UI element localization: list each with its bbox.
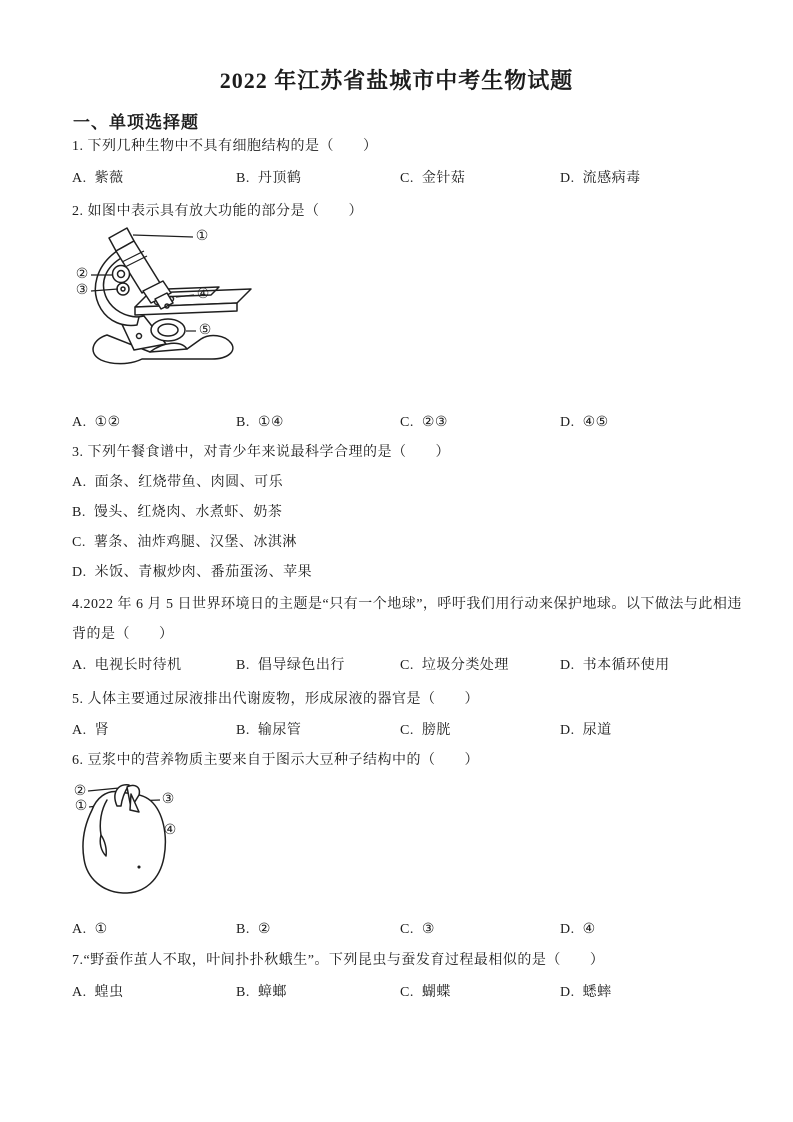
question-5-option-b: B. 输尿管 <box>236 723 302 738</box>
microscope-label-2: ② <box>75 267 89 282</box>
bean-seed-body <box>83 791 165 893</box>
question-6-option-d: D. ④ <box>560 922 596 937</box>
bean-label-3: ③ <box>161 792 175 807</box>
question-3-option-a: A. 面条、红烧带鱼、肉圆、可乐 <box>72 475 284 490</box>
question-6-option-c: C. ③ <box>400 922 435 937</box>
question-4-option-c: C. 垃圾分类处理 <box>400 658 509 673</box>
section-header: 一、单项选择题 <box>73 113 199 132</box>
question-3-stem: 3. 下列午餐食谱中，对青少年来说最科学合理的是（ ） <box>72 445 450 460</box>
microscope-label-1: ① <box>195 229 209 244</box>
question-3-option-c: C. 薯条、油炸鸡腿、汉堡、冰淇淋 <box>72 535 297 550</box>
question-4-option-d: D. 书本循环使用 <box>560 658 670 673</box>
question-4-options <box>72 657 772 675</box>
question-7-options <box>72 984 772 1002</box>
question-7-option-c: C. 蝴蝶 <box>400 985 451 1000</box>
bean-label-2: ② <box>73 784 87 799</box>
question-1-option-b: B. 丹顶鹤 <box>236 171 302 186</box>
bean-label-4: ④ <box>163 823 177 838</box>
question-6-options <box>72 921 772 939</box>
page-title: 2022 年江苏省盐城市中考生物试题 <box>219 68 574 93</box>
question-1-option-a: A. 紫薇 <box>72 171 124 186</box>
question-4-stem-line1: 4.2022 年 6 月 5 日世界环境日的主题是“只有一个地球”，呼吁我们用行动来保护地球。以下做法与此相违 <box>72 597 742 612</box>
question-7-option-d: D. 蟋蟀 <box>560 985 612 1000</box>
question-2-option-b: B. ①④ <box>236 415 284 430</box>
question-5-option-d: D. 尿道 <box>560 723 612 738</box>
question-1-option-c: C. 金针菇 <box>400 171 466 186</box>
question-2-option-c: C. ②③ <box>400 415 448 430</box>
question-7-option-a: A. 蝗虫 <box>72 985 124 1000</box>
question-3-option-d: D. 米饭、青椒炒肉、番茄蛋汤、苹果 <box>72 565 313 580</box>
question-1-option-d: D. 流感病毒 <box>560 171 641 186</box>
question-7-stem: 7.“野蚕作茧人不取，叶间扑扑秋蛾生”。下列昆虫与蚕发育过程最相似的是（ ） <box>72 953 605 968</box>
microscope-label-3: ③ <box>75 283 89 298</box>
question-1-stem: 1. 下列几种生物中不具有细胞结构的是（ ） <box>72 139 378 154</box>
question-6-option-b: B. ② <box>236 922 271 937</box>
question-5-stem: 5. 人体主要通过尿液排出代谢废物，形成尿液的器官是（ ） <box>72 692 479 707</box>
question-4-option-a: A. 电视长时待机 <box>72 658 182 673</box>
question-3-option-b: B. 馒头、红烧肉、水煮虾、奶茶 <box>72 505 283 520</box>
question-5-options <box>72 722 772 740</box>
microscope-label-5: ⑤ <box>198 323 212 338</box>
question-2-option-d: D. ④⑤ <box>560 415 609 430</box>
question-1-options <box>72 170 772 188</box>
bean-label-1: ① <box>74 799 88 814</box>
question-5-option-a: A. 肾 <box>72 723 110 738</box>
microscope-figure <box>60 226 320 378</box>
question-4-stem-line2: 背的是（ ） <box>72 627 174 642</box>
question-6-stem: 6. 豆浆中的营养物质主要来自于图示大豆种子结构中的（ ） <box>72 753 479 768</box>
coarse-adjustment-knob <box>113 266 130 283</box>
question-7-option-b: B. 蟑螂 <box>236 985 287 1000</box>
bean-seed-figure <box>60 779 260 905</box>
fine-adjustment-knob <box>117 283 129 295</box>
microscope-mirror <box>151 319 185 341</box>
question-2-option-a: A. ①② <box>72 415 121 430</box>
question-5-option-c: C. 膀胱 <box>400 723 451 738</box>
question-6-option-a: A. ① <box>72 922 108 937</box>
question-2-stem: 2. 如图中表示具有放大功能的部分是（ ） <box>72 204 363 219</box>
question-4-option-b: B. 倡导绿色出行 <box>236 658 345 673</box>
microscope-drawing <box>60 226 320 378</box>
question-2-options <box>72 414 772 432</box>
microscope-label-4: ④ <box>196 287 210 302</box>
